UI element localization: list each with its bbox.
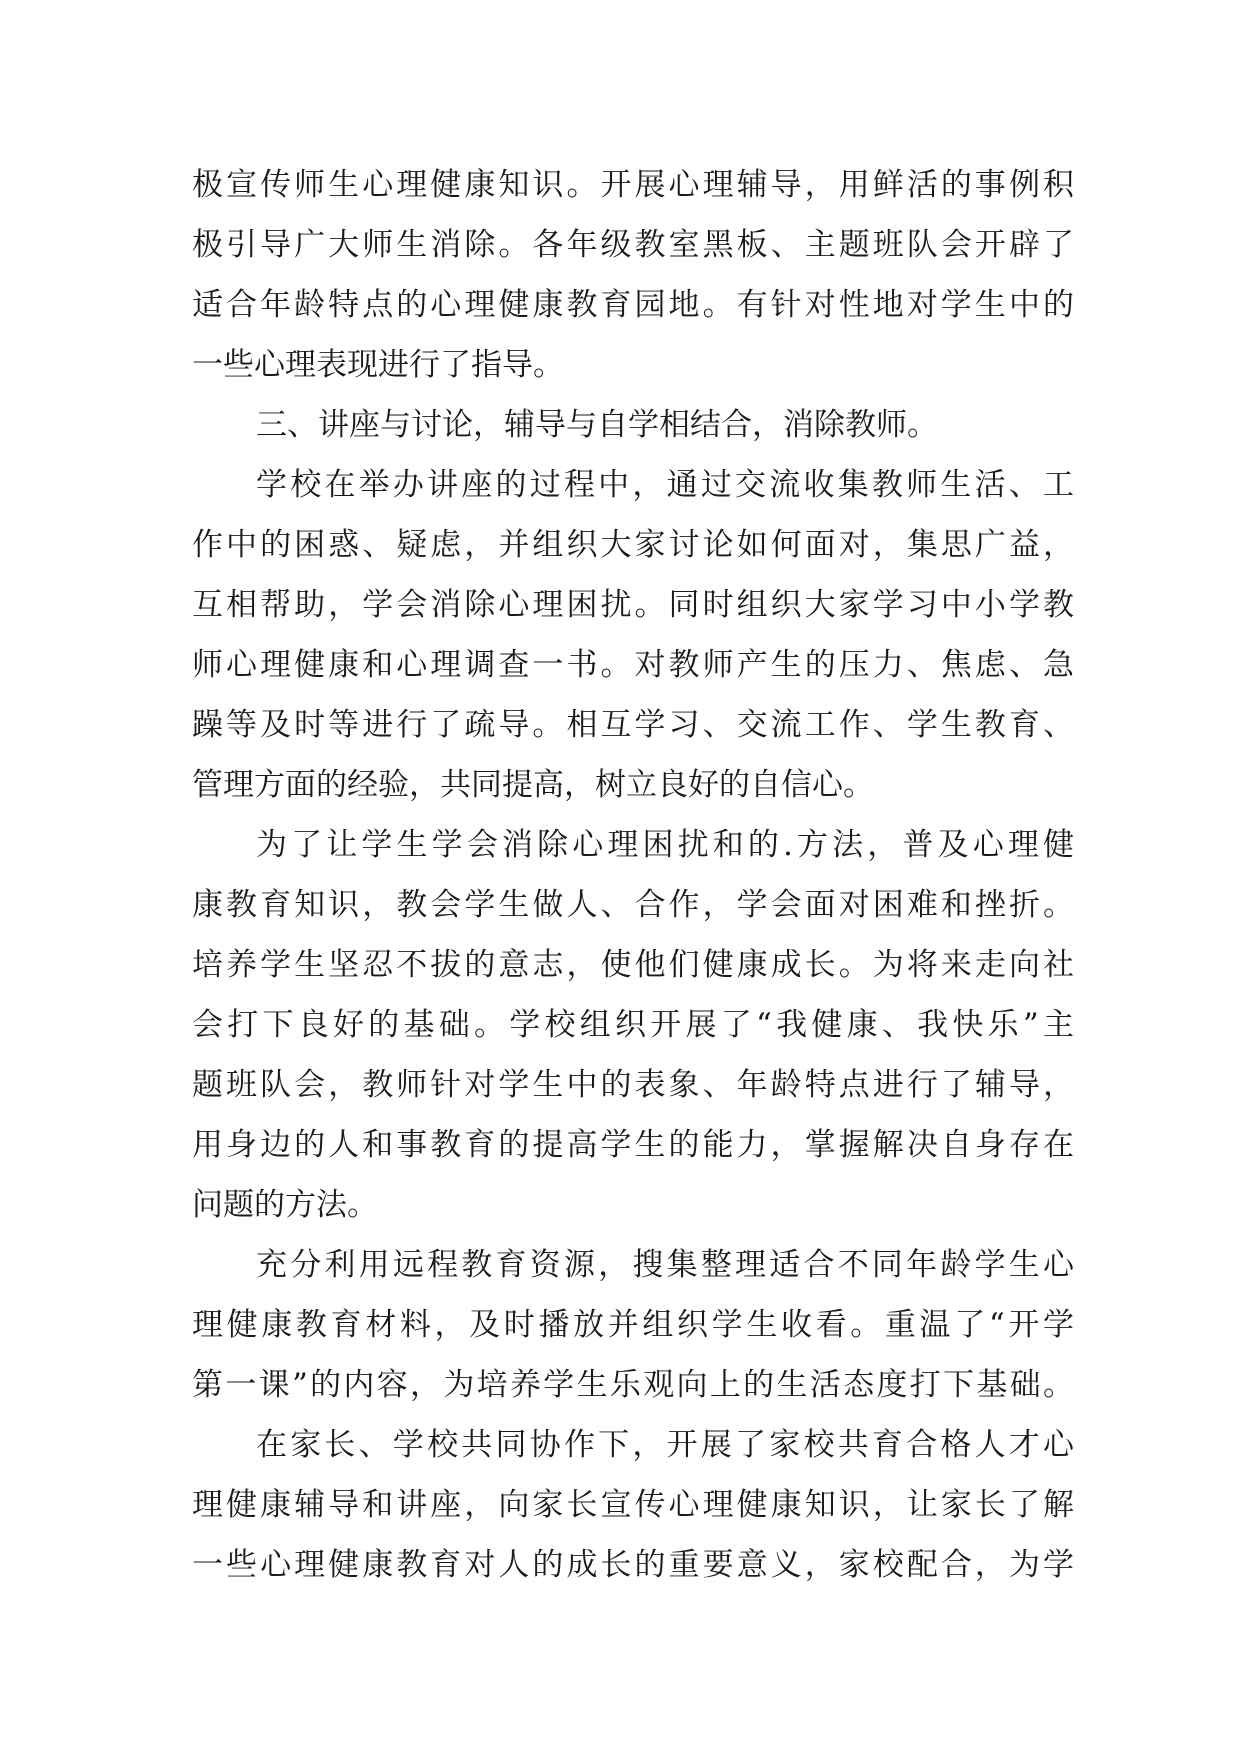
document-page (192, 155, 1074, 1595)
text-line: 理健康教育材料，及时播放并组织学生收看。重温了“开学 (192, 1307, 1074, 1343)
text-line: 极宣传师生心理健康知识。开展心理辅导，用鲜活的事例积 (192, 167, 1074, 203)
section-heading: 三、讲座与讨论，辅导与自学相结合，消除教师。 (256, 407, 938, 443)
text-line: 第一课”的内容，为培养学生乐观向上的生活态度打下基础。 (192, 1367, 1074, 1403)
text-line: 题班队会，教师针对学生中的表象、年龄特点进行了辅导， (192, 1067, 1074, 1103)
text-line: 康教育知识，教会学生做人、合作，学会面对困难和挫折。 (192, 887, 1074, 923)
text-line: 一些心理表现进行了指导。 (192, 347, 564, 383)
text-line: 会打下良好的基础。学校组织开展了“我健康、我快乐”主 (192, 1007, 1074, 1043)
text-line: 适合年龄特点的心理健康教育园地。有针对性地对学生中的 (192, 287, 1074, 323)
text-line: 极引导广大师生消除。各年级教室黑板、主题班队会开辟了 (192, 227, 1074, 263)
text-line: 一些心理健康教育对人的成长的重要意义，家校配合，为学 (192, 1547, 1074, 1583)
text-line: 问题的方法。 (192, 1187, 378, 1223)
text-line: 培养学生坚忍不拔的意志，使他们健康成长。为将来走向社 (192, 947, 1074, 983)
text-line: 在家长、学校共同协作下，开展了家校共育合格人才心 (256, 1427, 1074, 1463)
text-line: 躁等及时等进行了疏导。相互学习、交流工作、学生教育、 (192, 707, 1074, 743)
text-line: 管理方面的经验，共同提高，树立良好的自信心。 (192, 767, 874, 803)
text-line: 为了让学生学会消除心理困扰和的.方法，普及心理健 (256, 827, 1074, 863)
text-line: 师心理健康和心理调查一书。对教师产生的压力、焦虑、急 (192, 647, 1074, 683)
text-line: 学校在举办讲座的过程中，通过交流收集教师生活、工 (256, 467, 1074, 503)
text-line: 用身边的人和事教育的提高学生的能力，掌握解决自身存在 (192, 1127, 1074, 1163)
text-line: 作中的困惑、疑虑，并组织大家讨论如何面对，集思广益， (192, 527, 1074, 563)
text-line: 理健康辅导和讲座，向家长宣传心理健康知识，让家长了解 (192, 1487, 1074, 1523)
text-line: 充分利用远程教育资源，搜集整理适合不同年龄学生心 (256, 1247, 1074, 1283)
text-line: 互相帮助，学会消除心理困扰。同时组织大家学习中小学教 (192, 587, 1074, 623)
